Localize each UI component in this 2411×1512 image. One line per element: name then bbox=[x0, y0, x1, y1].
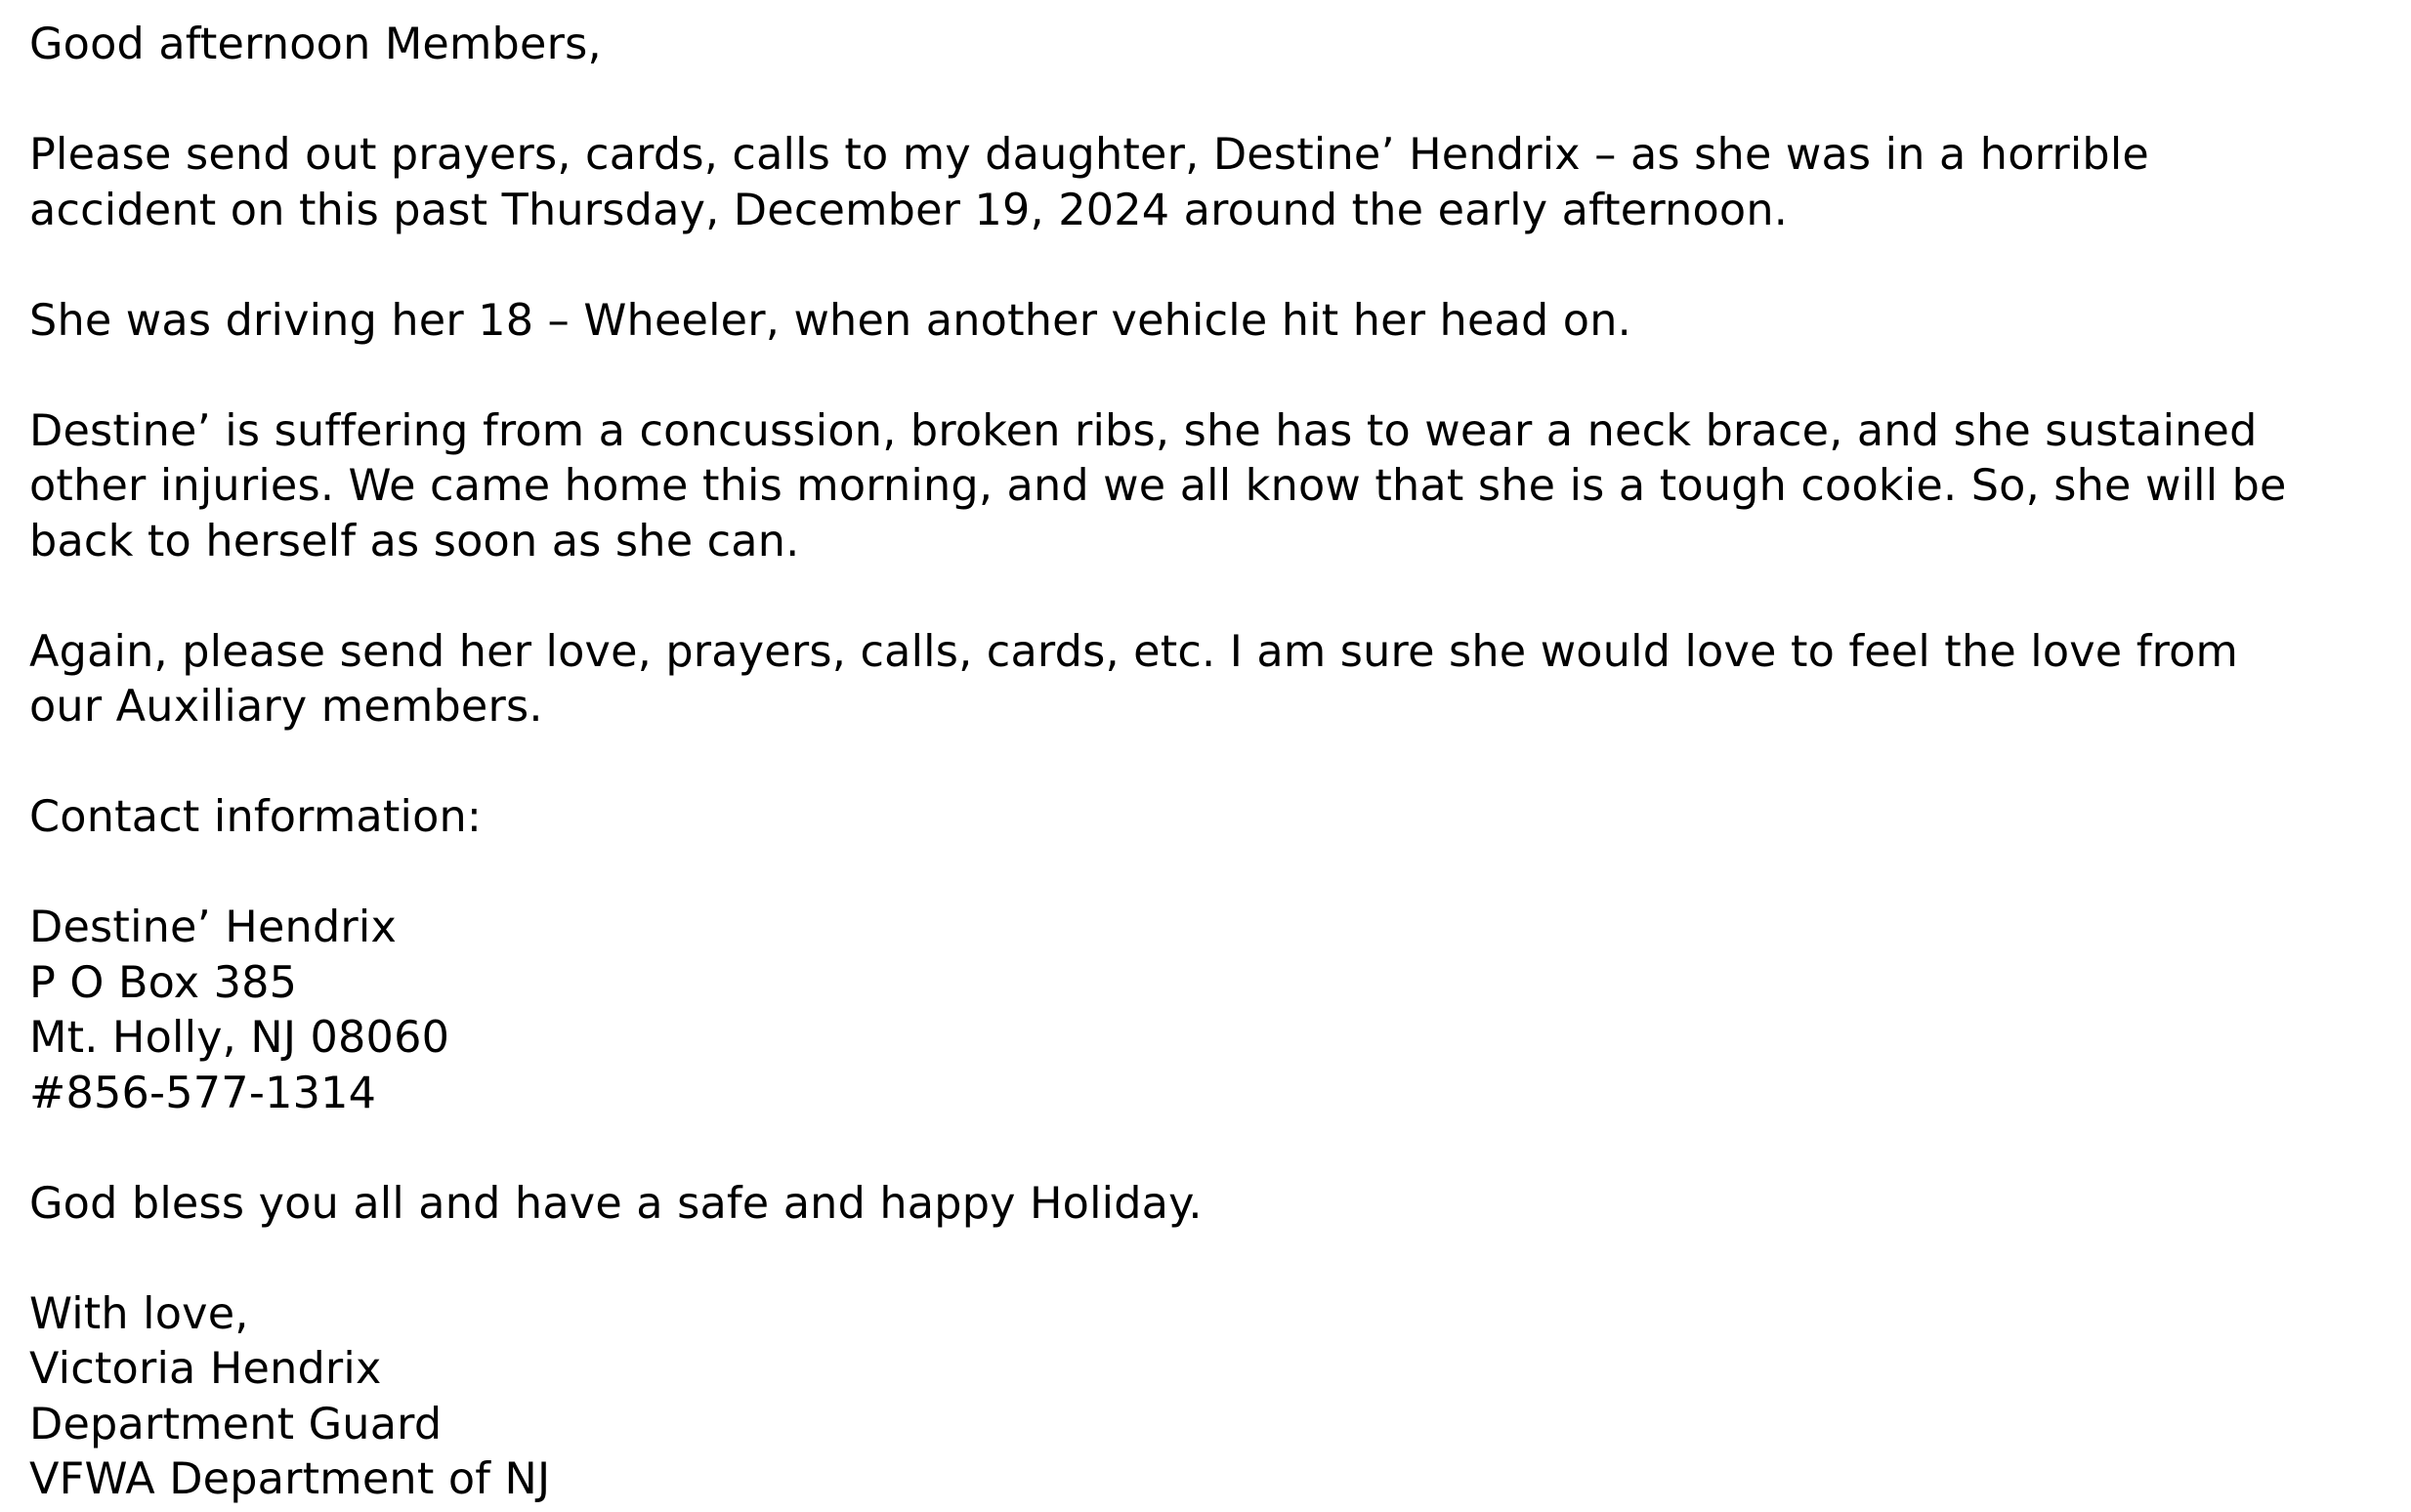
contact-name: Destine’ Hendrix bbox=[29, 903, 397, 952]
signature-closing: With love, bbox=[29, 1288, 249, 1339]
paragraph-line: our Auxiliary members. bbox=[29, 682, 543, 732]
paragraph-line: Again, please send her love, prayers, calls, cards, etc. I am sure she would love to feel the love from bbox=[29, 626, 2239, 677]
signature-block bbox=[29, 1287, 2393, 1508]
contact-heading bbox=[29, 790, 2393, 846]
blessing-text: God bless you all and have a safe and happy Holiday. bbox=[29, 1178, 1203, 1229]
contact-address-line2: Mt. Holly, NJ 08060 bbox=[29, 1013, 450, 1063]
paragraph-line: Please send out prayers, cards, calls to my daughter, Destine’ Hendrix – as she was in a horrible bbox=[29, 130, 2149, 180]
email-body bbox=[29, 18, 2393, 1508]
signature-name: Victoria Hendrix bbox=[29, 1344, 382, 1394]
greeting bbox=[29, 18, 2393, 73]
paragraph-injuries bbox=[29, 404, 2393, 570]
signature-title: Department Guard bbox=[29, 1399, 443, 1449]
greeting-line: Good afternoon Members, bbox=[29, 20, 602, 69]
paragraph-line: Destine’ is suffering from a concussion, broken ribs, she has to wear a neck brace, and she sustained bbox=[29, 405, 2258, 456]
contact-address-line1: P O Box 385 bbox=[29, 957, 298, 1008]
paragraph-line: She was driving her 18 – Wheeler, when another vehicle hit her head on. bbox=[29, 295, 1631, 346]
paragraph-again bbox=[29, 625, 2393, 735]
paragraph-accident bbox=[29, 294, 2393, 350]
contact-heading-text: Contact information: bbox=[29, 792, 483, 842]
signature-organization: VFWA Department of NJ bbox=[29, 1454, 551, 1504]
paragraph-line: other injuries. We came home this morning, and we all know that she is a tough cookie. So, she will be bbox=[29, 461, 2287, 511]
paragraph-line: accident on this past Thursday, December 19, 2024 around the early afternoon. bbox=[29, 185, 1789, 235]
contact-block bbox=[29, 901, 2393, 1121]
blessing bbox=[29, 1177, 2393, 1233]
paragraph-line: back to herself as soon as she can. bbox=[29, 516, 800, 567]
paragraph-request bbox=[29, 128, 2393, 238]
contact-phone: #856-577-1314 bbox=[29, 1068, 377, 1118]
